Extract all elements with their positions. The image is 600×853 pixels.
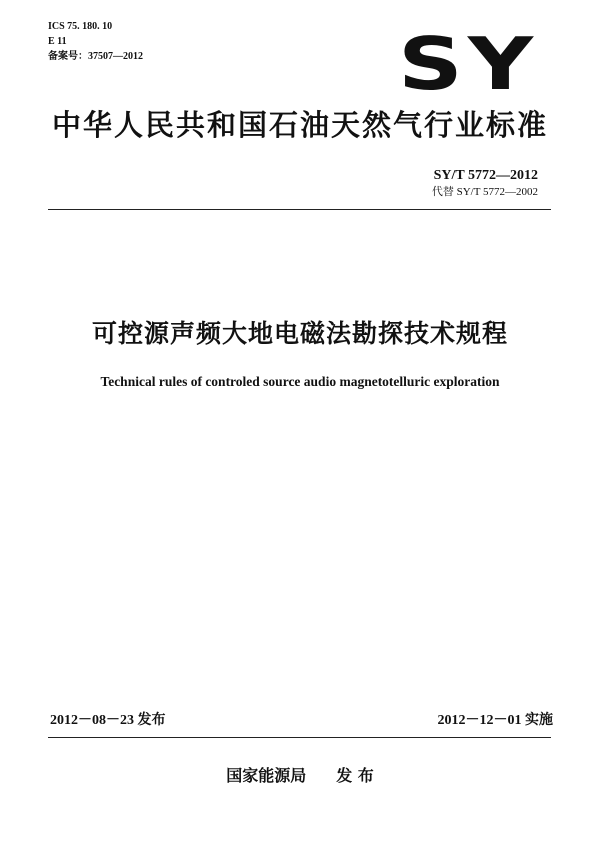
publisher-action: 发 布 (336, 766, 374, 785)
sy-logo: SY (398, 22, 538, 106)
document-title-chinese: 可控源声频大地电磁法勘探技术规程 (91, 319, 508, 348)
document-title-english: Technical rules of controled source audio magnetotelluric exploration (100, 374, 500, 389)
bottom-divider (48, 737, 551, 738)
issue-date: 2012－08－23 发布 (50, 713, 166, 728)
implementation-date: 2012－12－01 实施 (437, 713, 553, 728)
top-divider (48, 209, 551, 210)
publisher-name: 国家能源局 (226, 766, 307, 785)
ics-code: ICS 75. 180. 10 (48, 21, 113, 32)
standard-number: SY/T 5772—2012 (433, 168, 538, 183)
replaces-standard: 代替 SY/T 5772—2002 (431, 186, 538, 198)
record-number: 备案号：37507—2012 (48, 51, 143, 62)
organization-title: 中华人民共和国石油天然气行业标准 (51, 108, 548, 142)
publisher (0, 766, 600, 786)
classification-code: E 11 (48, 36, 67, 47)
